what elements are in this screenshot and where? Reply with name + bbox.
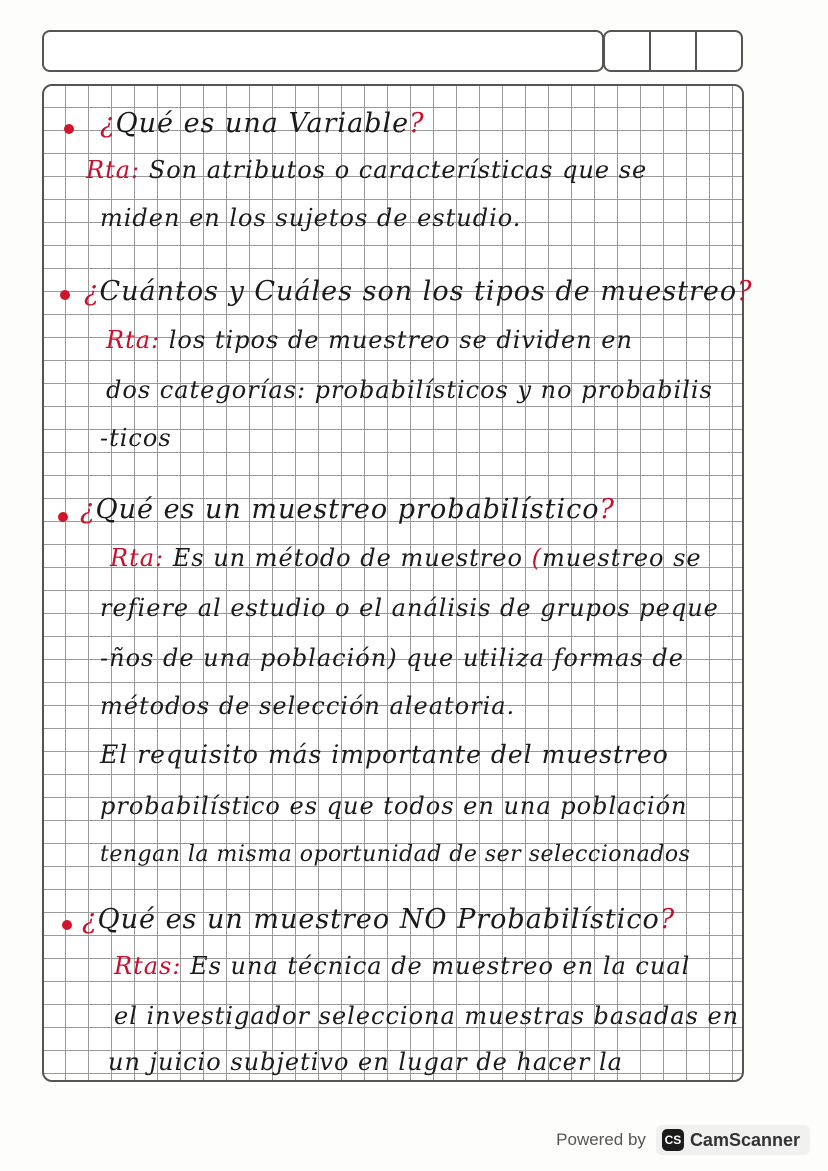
question-open-mark: ¿ [82, 904, 98, 935]
answer-3-line-4 [100, 692, 515, 720]
answer-text: tengan la misma oportunidad de ser seleccionados [100, 842, 691, 867]
question-4 [82, 904, 675, 935]
answer-3-line-7 [100, 842, 690, 867]
answer-label: Rta: [106, 326, 161, 354]
question-close-mark: ? [659, 904, 676, 935]
question-text: Qué es un muestreo NO Probabilístico [97, 904, 660, 935]
answer-text: -ños de una población) que utiliza formas de [100, 644, 684, 672]
answer-1-line-2 [100, 204, 521, 232]
bullet-point [58, 512, 68, 522]
bullet-point [60, 290, 70, 300]
question-text: Qué es un muestreo probabilístico [95, 494, 600, 525]
question-open-mark: ¿ [100, 108, 116, 139]
header-cell [605, 32, 651, 70]
answer-text: refiere al estudio o el análisis de grupos peque [100, 594, 719, 622]
question-close-mark: ? [409, 108, 425, 139]
question-text: Cuántos y Cuáles son los tipos de muestreo [99, 276, 738, 307]
answer-3-line-6 [100, 792, 687, 820]
header-cell [697, 32, 741, 70]
answer-3-line-5 [100, 740, 669, 769]
answer-3-line-1 [110, 544, 702, 572]
scanner-watermark [556, 1124, 810, 1156]
question-close-mark: ? [737, 276, 753, 307]
bullet-point [64, 124, 74, 134]
answer-3-line-2 [100, 594, 719, 622]
header-date-cells [603, 30, 743, 72]
answer-label: Rta: [86, 156, 141, 184]
answer-label: Rtas: [114, 952, 182, 980]
answer-text: El requisito más importante del muestreo [100, 740, 669, 769]
answer-paren: ( [531, 544, 542, 572]
answer-1-line-1 [86, 156, 647, 184]
answer-2-line-3 [100, 424, 172, 452]
camscanner-logo [656, 1125, 810, 1155]
answer-2-line-1 [106, 326, 633, 354]
answer-text: métodos de selección aleatoria. [100, 692, 516, 720]
answer-text: Es un método de muestreo [172, 544, 523, 572]
question-open-mark: ¿ [80, 494, 96, 525]
answer-text: -ticos [100, 424, 172, 452]
answer-4-line-2 [114, 1002, 739, 1030]
answer-text: los tipos de muestreo se dividen en [168, 326, 633, 354]
answer-text: muestreo se [541, 544, 702, 572]
answer-text: Es una técnica de muestreo en la cual [190, 952, 691, 980]
header-cell [651, 32, 697, 70]
answer-4-line-3 [108, 1048, 623, 1076]
answer-text: Son atributos o características que se [148, 156, 648, 184]
answer-label: Rta: [110, 544, 165, 572]
answer-text: probabilístico es que todos en una población [100, 792, 688, 820]
question-open-mark: ¿ [84, 276, 100, 307]
question-close-mark: ? [599, 494, 615, 525]
question-text: Qué es una Variable [115, 108, 410, 139]
question-2 [84, 276, 753, 307]
answer-2-line-2 [106, 376, 713, 404]
answer-3-line-3 [100, 644, 684, 672]
header-title-box [42, 30, 604, 72]
answer-text: miden en los sujetos de estudio. [100, 204, 522, 232]
camscanner-icon: CS [662, 1129, 684, 1151]
answer-4-line-1 [114, 952, 690, 980]
powered-by-label: Powered by [556, 1130, 646, 1149]
answer-text: el investigador selecciona muestras basadas en [114, 1002, 740, 1030]
camscanner-brand: CamScanner [689, 1129, 800, 1150]
question-3 [80, 494, 615, 525]
answer-text: un juicio subjetivo en lugar de hacer la [108, 1048, 623, 1076]
grid-sheet [42, 84, 753, 1082]
question-1 [100, 108, 425, 139]
answer-text: dos categorías: probabilísticos y no probabilis [106, 376, 713, 404]
bullet-point [62, 920, 72, 930]
